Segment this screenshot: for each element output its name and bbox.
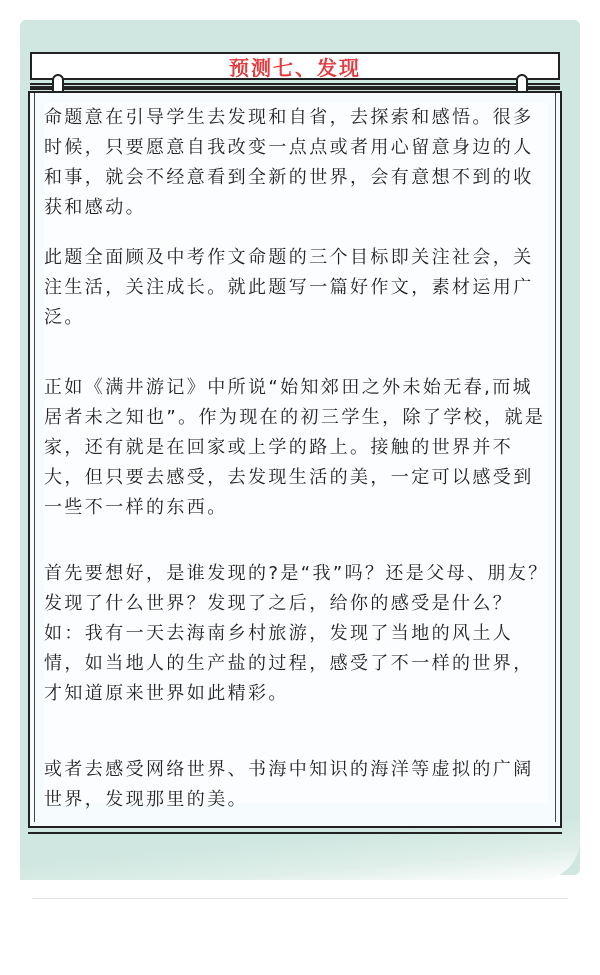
paragraph-goals: 此题全面顾及中考作文命题的三个目标即关注社会，关注生活，关注成长。就此题写一篇好作文，素材运用广泛。 [44,247,534,328]
paragraph-quote: 正如《满井游记》中所说“始知郊田之外未始无春,而城居者未之知也”。作为现在的初三学生，除了学校，就是家，还有就是在回家或上学的路上。接触的世界并不大，但只要去感受，去发现生活的美，一定可以感受到一些不一样的东西。 [44,377,546,518]
page-title: 预测七、发现 [229,55,361,80]
title-banner [30,52,560,80]
paragraph-virtual: 或者去感受网络世界、书海中知识的海洋等虚拟的广阔世界，发现那里的美。 [44,759,534,810]
content-frame [28,91,562,828]
scroll-rod [30,86,560,90]
paragraph-intro: 命题意在引导学生去发现和自省，去探索和感悟。很多时候，只要愿意自我改变一点点或者用心留意身边的人和事，就会不经意看到全新的世界，会有意想不到的收获和感动。 [44,107,534,218]
divider [32,898,568,899]
paragraph-questions: 首先要想好，是谁发现的?是“我”吗？还是父母、朋友？发现了什么世界？发现了之后，给你的感受是什么？如：我有一天去海南乡村旅游，发现了当地的风土人情，如当地人的生产盐的过程，感受了不一样的世界，才知道原来世界如此精彩。 [44,563,549,704]
